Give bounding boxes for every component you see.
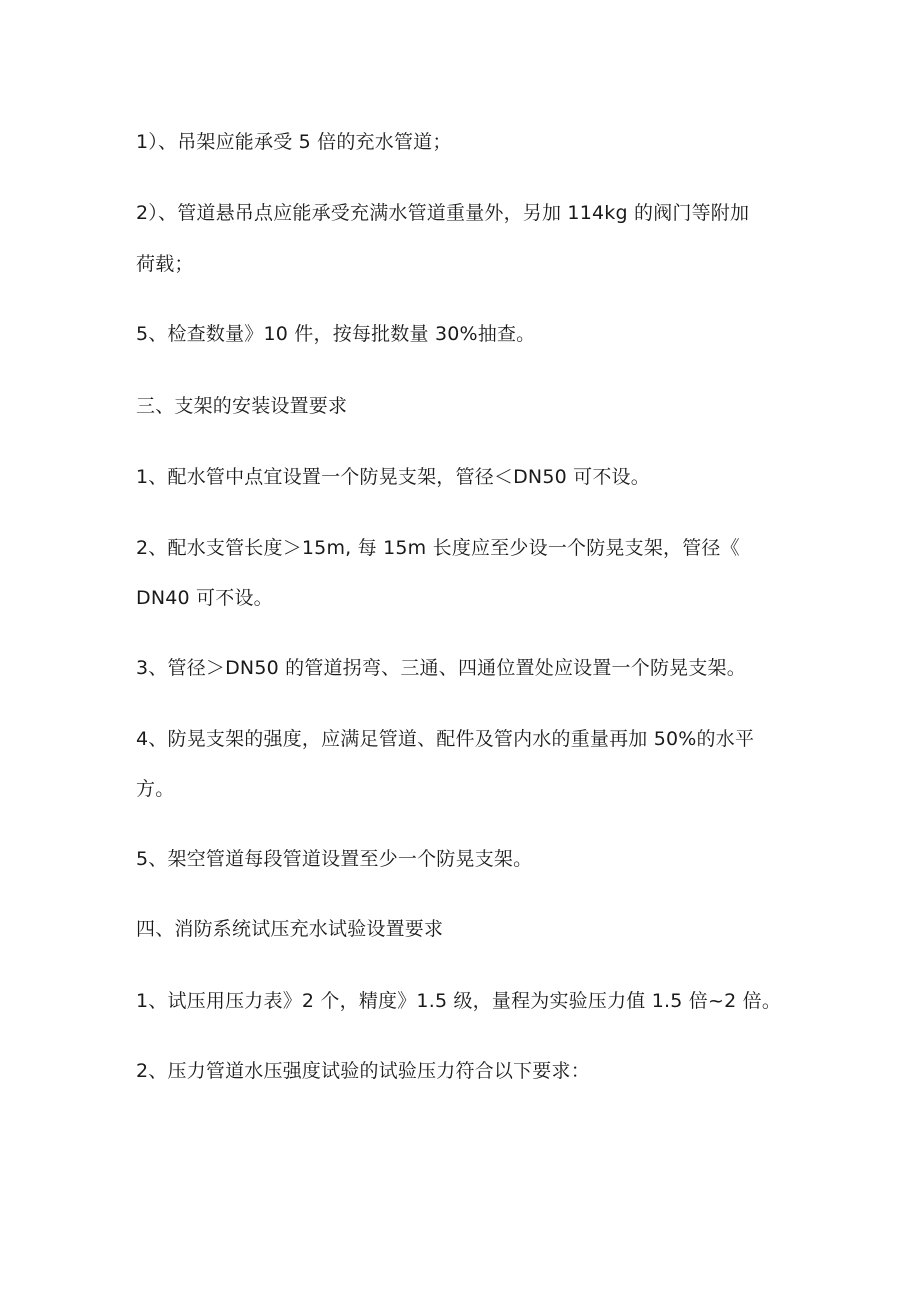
paragraph-inspection-quantity: 5、检查数量》10 件，按每批数量 30%抽查。 xyxy=(136,323,536,345)
paragraph-sway-brace-strength-line-1: 4、防晃支架的强度，应满足管道、配件及管内水的重量再加 50%的水平 xyxy=(136,728,755,750)
paragraph-overhead-pipe: 5、架空管道每段管道设置至少一个防晃支架。 xyxy=(136,848,533,870)
paragraph-pipe-bends: 3、管径＞DN50 的管道拐弯、三通、四通位置处应设置一个防晃支架。 xyxy=(136,657,746,679)
paragraph-suspension-point-line-1: 2）、管道悬吊点应能承受充满水管道重量外，另加 114kg 的阀门等附加 xyxy=(136,202,750,224)
paragraph-suspension-point-line-2: 荷载； xyxy=(136,253,194,275)
paragraph-pressure-gauge: 1、试压用压力表》2 个，精度》1.5 级，量程为实验压力值 1.5 倍~2 倍。 xyxy=(136,990,782,1012)
paragraph-sway-brace-strength-line-2: 方。 xyxy=(136,778,175,800)
section-heading-support-installation: 三、支架的安装设置要求 xyxy=(136,395,348,417)
paragraph-sway-brace-midpoint: 1、配水管中点宜设置一个防晃支架，管径＜DN50 可不设。 xyxy=(136,466,650,488)
paragraph-hanger-load: 1）、吊架应能承受 5 倍的充水管道； xyxy=(136,131,452,153)
paragraph-branch-pipe-length-line-2: DN40 可不设。 xyxy=(136,587,273,609)
paragraph-branch-pipe-length-line-1: 2、配水支管长度＞15m, 每 15m 长度应至少设一个防晃支架，管径《 xyxy=(136,537,740,559)
section-heading-pressure-test: 四、消防系统试压充水试验设置要求 xyxy=(136,918,444,940)
paragraph-hydrostatic-test: 2、压力管道水压强度试验的试验压力符合以下要求： xyxy=(136,1060,590,1082)
